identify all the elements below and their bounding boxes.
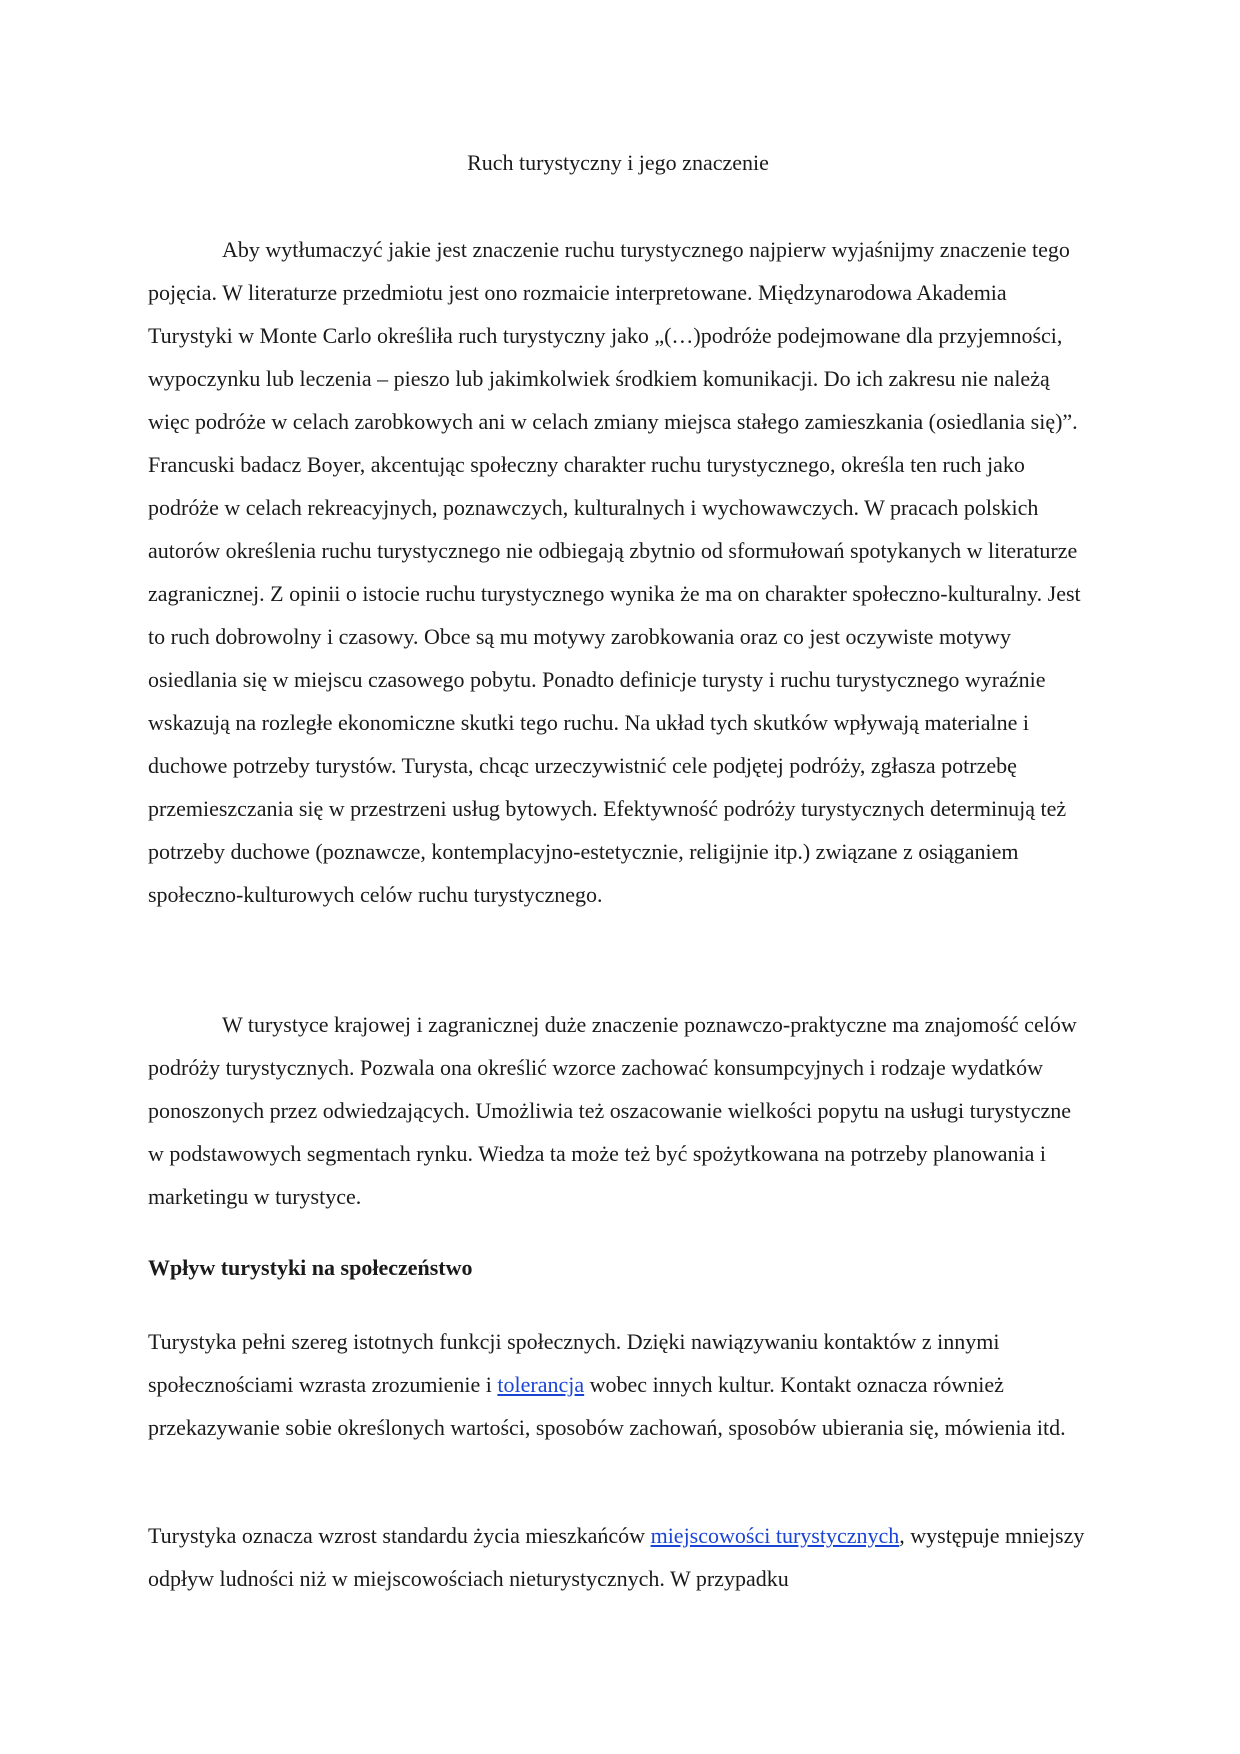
paragraph-social-functions: [148, 1320, 1088, 1449]
paragraph-travel-purposes: W turystyce krajowej i zagranicznej duże znaczenie poznawczo-praktyczne ma znajomość celów podróży turystycznych. Pozwala ona określić wzorce zachować konsumpcyjnych i rodzaje wydatków ponoszonych przez odwiedzających. Umożliwia też oszacowanie wielkości popytu na usługi turystyczne w podstawowych segmentach rynku. Wiedza ta może też być spożytkowana na potrzeby planowania i marketingu w turystyce.: [148, 1012, 1077, 1209]
paragraph-definition: Aby wytłumaczyć jakie jest znaczenie ruchu turystycznego najpierw wyjaśnijmy znaczenie tego pojęcia. W literaturze przedmiotu jest ono rozmaicie interpretowane. Międzynarodowa Akademia Turystyki w Monte Carlo określiła ruch turystyczny jako „(…)podróże podejmowane dla przyjemności, wypoczynku lub leczenia – pieszo lub jakimkolwiek środkiem komunikacji. Do ich zakresu nie należą więc podróże w celach zarobkowych ani w celach zmiany miejsca stałego zamieszkania (osiedlania się)”. Francuski badacz Boyer, akcentując społeczny charakter ruchu turystycznego, określa ten ruch jako podróże w celach rekreacyjnych, poznawczych, kulturalnych i wychowawczych. W pracach polskich autorów określenia ruchu turystycznego nie odbiegają zbytnio od sformułowań spotykanych w literaturze zagranicznej. Z opinii o istocie ruchu turystycznego wynika że ma on charakter społeczno-kulturalny. Jest to ruch dobrowolny i czasowy. Obce są mu motywy zarobkowania oraz co jest oczywiste motywy osiedlania się w miejscu czasowego pobytu. Ponadto definicje turysty i ruchu turystycznego wyraźnie wskazują na rozległe ekonomiczne skutki tego ruchu. Na układ tych skutków wpływają materialne i duchowe potrzeby turystów. Turysta, chcąc urzeczywistnić cele podjętej podróży, zgłasza potrzebę przemieszczania się w przestrzeni usług bytowych. Efektywność podróży turystycznych determinują też potrzeby duchowe (poznawcze, kontemplacyjno-estetycznie, religijnie itp.) związane z osiąganiem społeczno-kulturowych celów ruchu turystycznego.: [148, 237, 1081, 907]
document-title: Ruch turystyczny i jego znaczenie: [467, 150, 769, 175]
paragraph-text: wobec innych kultur. Kontakt oznacza również przekazywanie sobie określonych wartości, sposobów zachowań, sposobów ubierania się, mówienia itd.: [148, 1372, 1066, 1440]
paragraph-text: Turystyka pełni szereg istotnych funkcji społecznych. Dzięki nawiązywaniu kontaktów z innymi społecznościami wzrasta zrozumienie i: [148, 1329, 1000, 1397]
tourist-towns-link[interactable]: miejscowości turystycznych: [650, 1523, 900, 1548]
paragraph-text: Turystyka oznacza wzrost standardu życia mieszkańców: [148, 1523, 651, 1548]
paragraph-living-standard: [148, 1514, 1088, 1600]
section-heading: Wpływ turystyki na społeczeństwo: [148, 1255, 473, 1280]
paragraph-text: , występuje mniejszy odpływ ludności niż w miejscowościach nieturystycznych. W przypadku: [148, 1523, 1085, 1591]
tolerancja-link[interactable]: tolerancja: [497, 1372, 585, 1397]
